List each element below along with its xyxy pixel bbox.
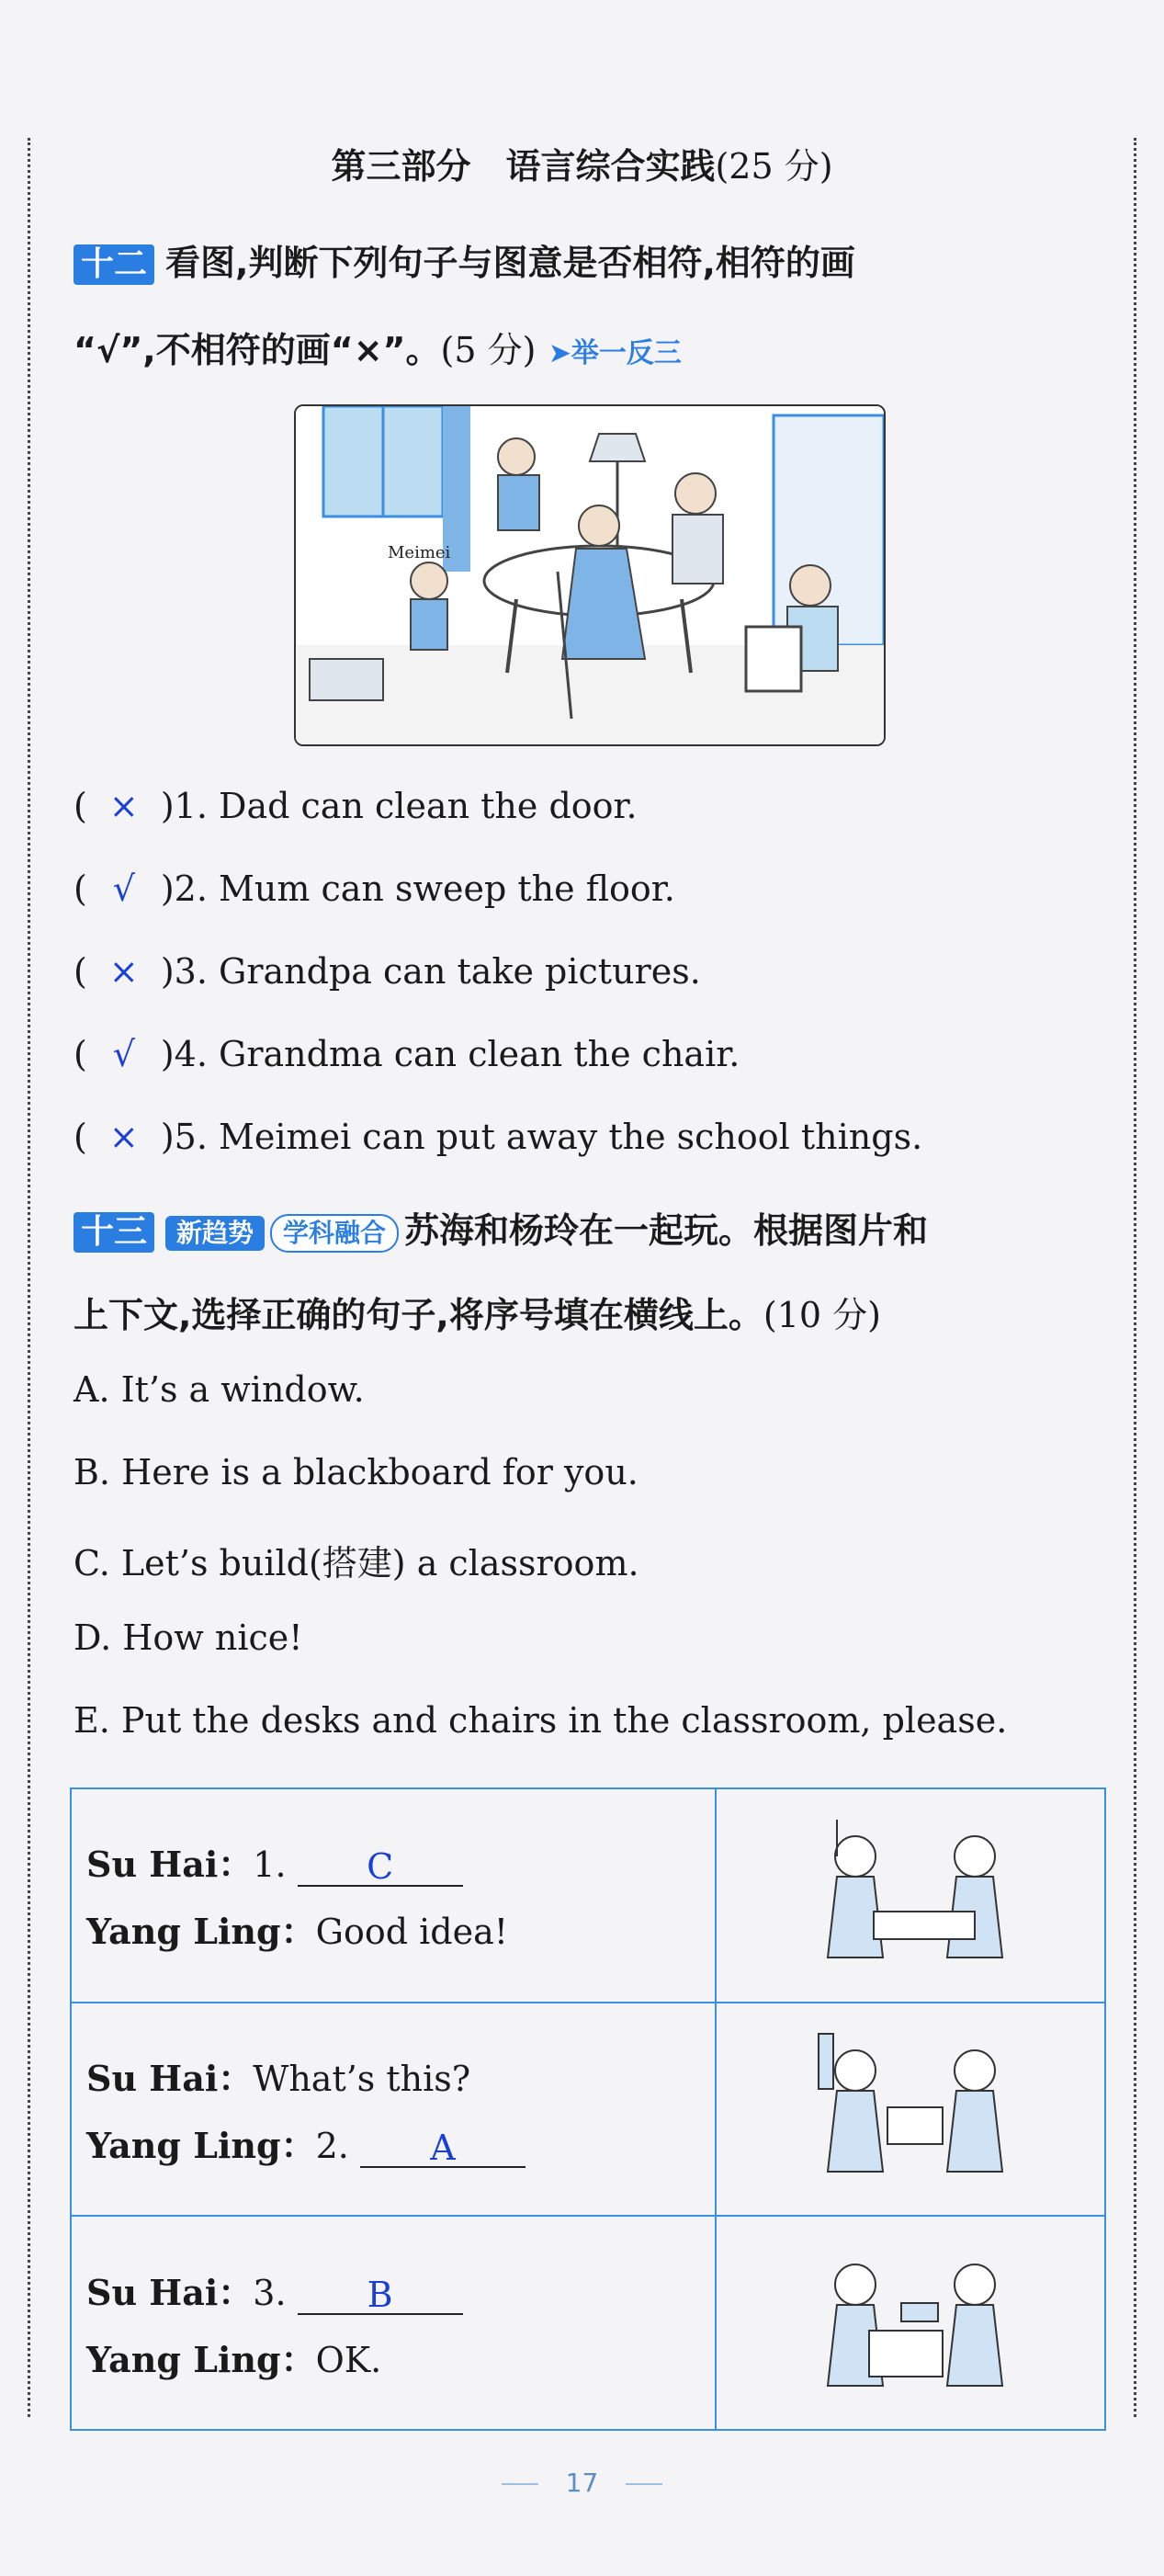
judge-sentence: 3. Grandpa can take pictures. <box>174 951 701 992</box>
dialog-num: 2. <box>315 2125 349 2166</box>
option-c: C. Let’s build(搭建) a classroom. <box>73 1543 639 1583</box>
page-number <box>0 2468 1164 2498</box>
speaker-su-hai: Su Hai： <box>86 1844 254 1886</box>
dialog-line: OK. <box>315 2339 382 2380</box>
answer-mark: √ <box>112 868 135 909</box>
new-trend-badge: 新趋势 <box>165 1216 265 1251</box>
speaker-yang-ling: Yang Ling： <box>86 1911 316 1953</box>
paren-close: ) <box>160 1034 175 1074</box>
q13-score: (10 分) <box>763 1295 881 1335</box>
meimei-label: Meimei <box>388 543 451 562</box>
answer-blank-2[interactable]: A <box>360 2129 525 2168</box>
judge-sentence: 4. Grandma can clean the chair. <box>174 1034 740 1074</box>
left-margin-dots <box>28 138 30 2417</box>
judge-item-2 <box>73 868 675 909</box>
judge-sentence: 1. Dad can clean the door. <box>174 786 638 826</box>
dialog-picture-1 <box>716 1788 1105 2003</box>
judge-item-4 <box>73 1034 740 1074</box>
girls-picture-1 <box>718 1792 1103 1994</box>
dialog-text-3 <box>71 2216 716 2430</box>
dialog-row-1 <box>71 1788 1105 2003</box>
q12-more-link[interactable]: ➤举一反三 <box>548 337 682 369</box>
paren-open: ( <box>73 868 87 909</box>
q12-instruction-1: 看图,判断下列句子与图意是否相符,相符的画 <box>165 243 855 283</box>
paren-open: ( <box>73 951 87 992</box>
page-rule-left <box>502 2483 538 2485</box>
q13-instruction-1: 苏海和杨玲在一起玩。根据图片和 <box>404 1210 929 1251</box>
q12-tag: 十二 <box>73 244 154 285</box>
page-number-text: 17 <box>565 2468 599 2498</box>
q13-line2 <box>73 1287 1102 1337</box>
answer-mark: × <box>108 1117 139 1157</box>
answer-blank-1[interactable]: C <box>298 1848 463 1887</box>
section-title <box>0 138 1164 188</box>
answer-mark: × <box>108 951 139 992</box>
dialog-num: 1. <box>253 1844 287 1886</box>
judge-sentence: 5. Meimei can put away the school things. <box>174 1117 923 1157</box>
q12-instruction-2: “√”,不相符的画“×”。 <box>73 330 441 370</box>
dialog-row-2 <box>71 2003 1105 2217</box>
option-d: D. How nice! <box>73 1617 303 1658</box>
q13-instruction-2: 上下文,选择正确的句子,将序号填在横线上。 <box>73 1295 763 1335</box>
paren-open: ( <box>73 1034 87 1074</box>
paren-close: ) <box>160 1117 175 1157</box>
option-a: A. It’s a window. <box>73 1369 365 1410</box>
judge-item-5 <box>73 1117 922 1157</box>
q12-score: (5 分) <box>440 330 537 370</box>
answer-blank-3[interactable]: B <box>298 2276 463 2315</box>
option-e: E. Put the desks and chairs in the classroom, please. <box>73 1700 1008 1741</box>
dialog-text-1 <box>71 1788 716 2003</box>
dialog-row-3 <box>71 2216 1105 2430</box>
speaker-su-hai: Su Hai： <box>86 2271 254 2313</box>
family-scene-drawing <box>296 406 884 744</box>
girls-picture-3 <box>718 2220 1103 2423</box>
section-title-text: 第三部分 语言综合实践 <box>331 146 716 187</box>
dialog-text-2 <box>71 2003 716 2217</box>
speaker-su-hai: Su Hai： <box>86 2057 254 2099</box>
q12-line1 <box>73 234 1102 285</box>
paren-close: ) <box>160 868 175 909</box>
q13-line1 <box>73 1202 1102 1253</box>
paren-open: ( <box>73 786 87 826</box>
dialog-picture-3 <box>716 2216 1105 2430</box>
speaker-yang-ling: Yang Ling： <box>86 2338 316 2380</box>
judge-sentence: 2. Mum can sweep the floor. <box>174 868 675 909</box>
dialog-line: Good idea! <box>315 1912 509 1953</box>
answer-mark: × <box>108 786 139 826</box>
girls-picture-2 <box>718 2006 1103 2208</box>
paren-open: ( <box>73 1117 87 1157</box>
judge-item-3 <box>73 951 701 992</box>
q13-tag: 十三 <box>73 1212 154 1253</box>
paren-close: ) <box>160 951 175 992</box>
family-scene-picture <box>294 404 886 746</box>
speaker-yang-ling: Yang Ling： <box>86 2124 316 2166</box>
section-score: (25 分) <box>715 146 833 187</box>
option-b: B. Here is a blackboard for you. <box>73 1452 639 1492</box>
dialog-line: What’s this? <box>253 2058 471 2099</box>
right-margin-dots <box>1134 138 1136 2417</box>
judge-item-1 <box>73 786 638 826</box>
dialog-picture-2 <box>716 2003 1105 2217</box>
paren-close: ) <box>160 786 175 826</box>
page-rule-right <box>626 2483 662 2485</box>
dialog-num: 3. <box>253 2272 287 2313</box>
dialog-table <box>70 1787 1106 2431</box>
answer-mark: √ <box>112 1034 135 1074</box>
q12-line2 <box>73 322 1102 372</box>
subject-fusion-badge: 学科融合 <box>270 1214 399 1253</box>
